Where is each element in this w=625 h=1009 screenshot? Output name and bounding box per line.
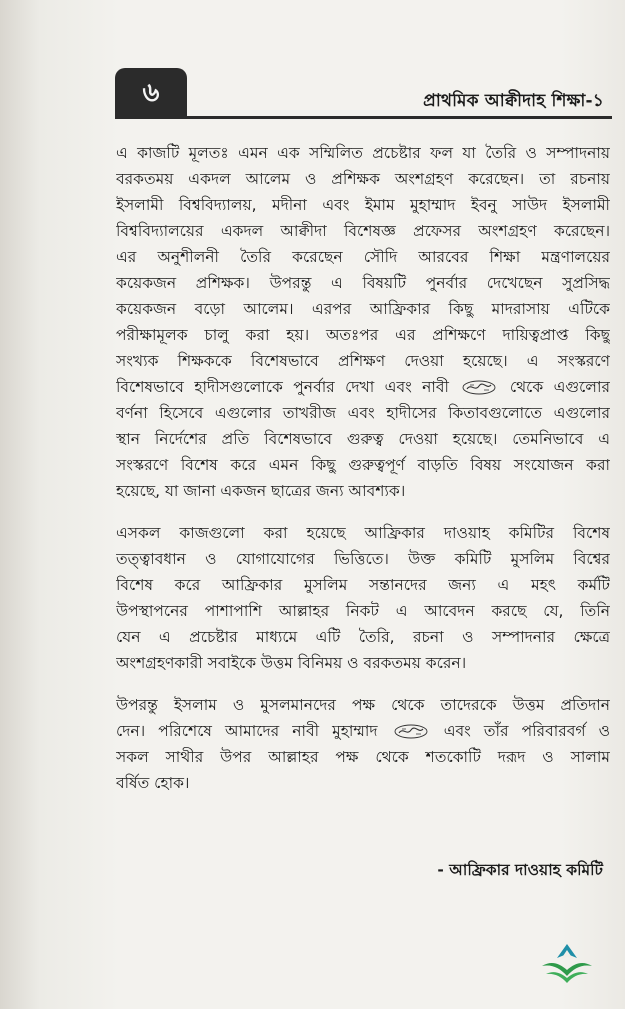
- salawat-calligraphy-icon: [394, 724, 428, 739]
- signature-line: - আফ্রিকার দাওয়াহ কমিটি: [437, 861, 603, 879]
- paragraph: [116, 692, 610, 796]
- text-line: বিশেষ করে আফ্রিকার মুসলিম সন্তানদের জন্য এ মহৎ কর্মটি: [116, 576, 610, 594]
- header-rule: [115, 116, 612, 119]
- text-line: ইসলামী বিশ্ববিদ্যালয়, মদীনা এবং ইমাম মুহাম্মাদ ইবনু সাউদ ইসলামী: [116, 196, 610, 214]
- text-line: সকল সাথীর উপর আল্লাহর পক্ষ থেকে শতকোটি দরূদ ও সালাম: [116, 748, 610, 766]
- text-line: এ কাজটি মূলতঃ এমন এক সম্মিলিত প্রচেষ্টার ফল যা তৈরি ও সম্পাদনায়: [116, 144, 610, 162]
- publisher-logo-icon: [538, 940, 596, 988]
- text-line: যেন এ প্রচেষ্টার মাধ্যমে এটি তৈরি, রচনা ও সম্পাদনার ক্ষেত্রে: [116, 628, 610, 646]
- text-line: কয়েকজন প্রশিক্ষক। উপরন্তু এ বিষয়টি পুনর্বার দেখেছেন সুপ্রসিদ্ধ: [116, 274, 610, 292]
- text-line: বিশ্ববিদ্যালয়ের একদল আক্বীদা বিশেষজ্ঞ প্রফেসর অংশগ্রহণ করেছেন।: [116, 222, 610, 240]
- text-line: হয়েছে, যা জানা একজন ছাত্রের জন্য আবশ্যক।: [116, 482, 406, 500]
- text-line-with-seal: [116, 374, 610, 400]
- text-line: তত্ত্বাবধান ও যোগাযোগের ভিত্তিতে। উক্ত কমিটি মুসলিম বিশ্বের: [116, 550, 610, 568]
- text-line: বর্ণনা হিসেবে এগুলোর তাখরীজ এবং হাদীসের কিতাবগুলোতে এগুলোর: [116, 404, 610, 422]
- text-line: স্থান নির্দেশের প্রতি বিশেষভাবে গুরুত্ব দেওয়া হয়েছে। তেমনিভাবে এ: [116, 430, 610, 448]
- text-line: সংখ্যক শিক্ষককে বিশেষভাবে প্রশিক্ষণ দেওয়া হয়েছে। এ সংস্করণে: [116, 352, 610, 370]
- body-text: [116, 140, 610, 812]
- page-number: ৬: [142, 78, 160, 108]
- text-segment: থেকে এগুলোর: [509, 378, 610, 396]
- page-header: [115, 68, 612, 120]
- text-line-with-seal: [116, 718, 610, 744]
- text-line: এর অনুশীলনী তৈরি করেছেন সৌদি আরবের শিক্ষা মন্ত্রণালয়ের: [116, 248, 610, 266]
- paragraph: [116, 140, 610, 504]
- page-number-tab: [115, 68, 187, 118]
- text-line: উপস্থাপনের পাশাপাশি আল্লাহর নিকট এ আবেদন করছে যে, তিনি: [116, 602, 610, 620]
- text-line: অংশগ্রহণকারী সবাইকে উত্তম বিনিময় ও বরকতময় করেন।: [116, 654, 467, 672]
- text-line: উপরন্তু ইসলাম ও মুসলমানদের পক্ষ থেকে তাদেরকে উত্তম প্রতিদান: [116, 696, 610, 714]
- text-line: সংস্করণে বিশেষ করে এমন কিছু গুরুত্বপূর্ণ বাড়তি বিষয় সংযোজন করা: [116, 456, 610, 474]
- salawat-calligraphy-icon: [462, 380, 496, 395]
- text-segment: দেন। পরিশেষে আমাদের নাবী মুহাম্মাদ: [116, 722, 378, 740]
- text-line: বর্ষিত হোক।: [116, 774, 190, 792]
- running-header-title: প্রাথমিক আক্বীদাহ শিক্ষা-১: [423, 91, 604, 111]
- text-segment: এবং তাঁর পরিবারবর্গ ও: [443, 722, 610, 740]
- text-line: কয়েকজন বড়ো আলেম। এরপর আফ্রিকার কিছু মাদরাসায় এটিকে: [116, 300, 610, 318]
- text-line: বরকতময় একদল আলেম ও প্রশিক্ষক অংশগ্রহণ করেছেন। তা রচনায়: [116, 170, 610, 188]
- text-line: এসকল কাজগুলো করা হয়েছে আফ্রিকার দাওয়াহ কমিটির বিশেষ: [116, 524, 610, 542]
- paragraph: [116, 520, 610, 676]
- text-segment: বিশেষভাবে হাদীসগুলোকে পুনর্বার দেখা এবং নাবী: [116, 378, 449, 396]
- text-line: পরীক্ষামূলক চালু করা হয়। অতঃপর এর প্রশিক্ষণে দায়িত্বপ্রাপ্ত কিছু: [116, 326, 610, 344]
